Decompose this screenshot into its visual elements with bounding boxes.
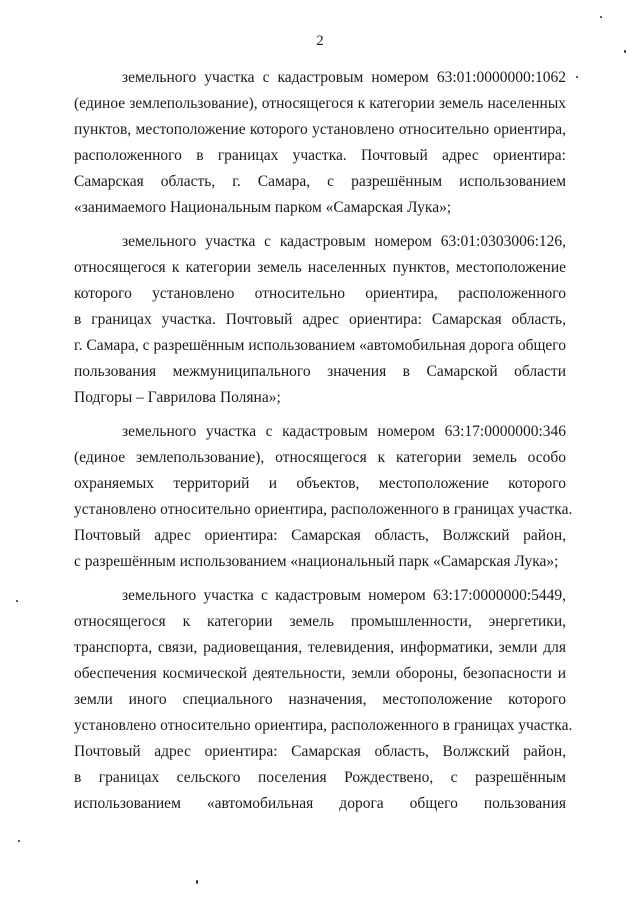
text-line: земельного участка с кадастровым номером 63:01:0303006:126,: [122, 233, 566, 250]
text-line: которого установлено относительно ориентира, расположенного: [74, 285, 566, 302]
text-line: земельного участка с кадастровым номером 63:17:0000000:5449,: [122, 587, 566, 604]
text-line: с разрешённым использованием «национальный парк «Самарская Лука»;: [74, 553, 559, 570]
text-line: (единое землепользование), относящегося к категории земель особо: [74, 449, 566, 466]
text-line: охраняемых территорий и объектов, местоположение которого: [74, 475, 566, 492]
scan-speck: [18, 840, 20, 842]
text-line: установлено относительно ориентира, расположенного в границах участка.: [74, 717, 573, 734]
text-line: использованием «автомобильная дорога общего пользования: [74, 795, 566, 812]
text-line: установлено относительно ориентира, расположенного в границах участка.: [74, 501, 573, 518]
page-number: 2: [316, 33, 324, 49]
text-line: относящегося к категории земель промышленности, энергетики,: [74, 613, 566, 630]
paragraph-1: [74, 65, 566, 221]
text-line: земельного участка с кадастровым номером 63:01:0000000:1062: [122, 69, 566, 86]
text-line: земельного участка с кадастровым номером 63:17:0000000:346: [122, 423, 566, 440]
text-line: «занимаемого Национальным парком «Самарская Лука»;: [74, 199, 452, 216]
paragraph-2: [74, 229, 566, 411]
scan-speck: [624, 50, 626, 53]
text-line: Почтовый адрес ориентира: Самарская область, Волжский район,: [74, 527, 566, 544]
text-line: в границах сельского поселения Рождествено, с разрешённым: [74, 769, 566, 786]
text-line: расположенного в границах участка. Почтовый адрес ориентира:: [74, 147, 566, 164]
text-line: г. Самара, с разрешённым использованием «автомобильная дорога общего: [74, 337, 566, 354]
text-line: пользования межмуниципального значения в Самарской области: [74, 363, 566, 380]
document-body: [74, 65, 573, 825]
text-line: в границах участка. Почтовый адрес ориентира: Самарская область,: [74, 311, 566, 328]
text-line: земли иного специального назначения, местоположение которого: [74, 691, 566, 708]
text-line: транспорта, связи, радиовещания, телевидения, информатики, земли для: [74, 639, 566, 656]
text-line: Почтовый адрес ориентира: Самарская область, Волжский район,: [74, 743, 566, 760]
text-line: (единое землепользование), относящегося к категории земель населенных: [74, 95, 566, 112]
text-line: Подгоры – Гаврилова Поляна»;: [74, 389, 281, 406]
text-line: относящегося к категории земель населенных пунктов, местоположение: [74, 259, 566, 276]
text-line: обеспечения космической деятельности, земли обороны, безопасности и: [74, 665, 566, 682]
scan-speck: [576, 76, 578, 78]
paragraph-3: [74, 419, 573, 575]
scan-speck: [16, 600, 18, 602]
paragraph-4: [74, 583, 573, 817]
scan-speck: [196, 880, 198, 884]
text-line: Самарская область, г. Самара, с разрешённым использованием: [74, 173, 566, 190]
text-line: пунктов, местоположение которого установлено относительно ориентира,: [74, 121, 566, 138]
scan-speck: [600, 16, 602, 18]
